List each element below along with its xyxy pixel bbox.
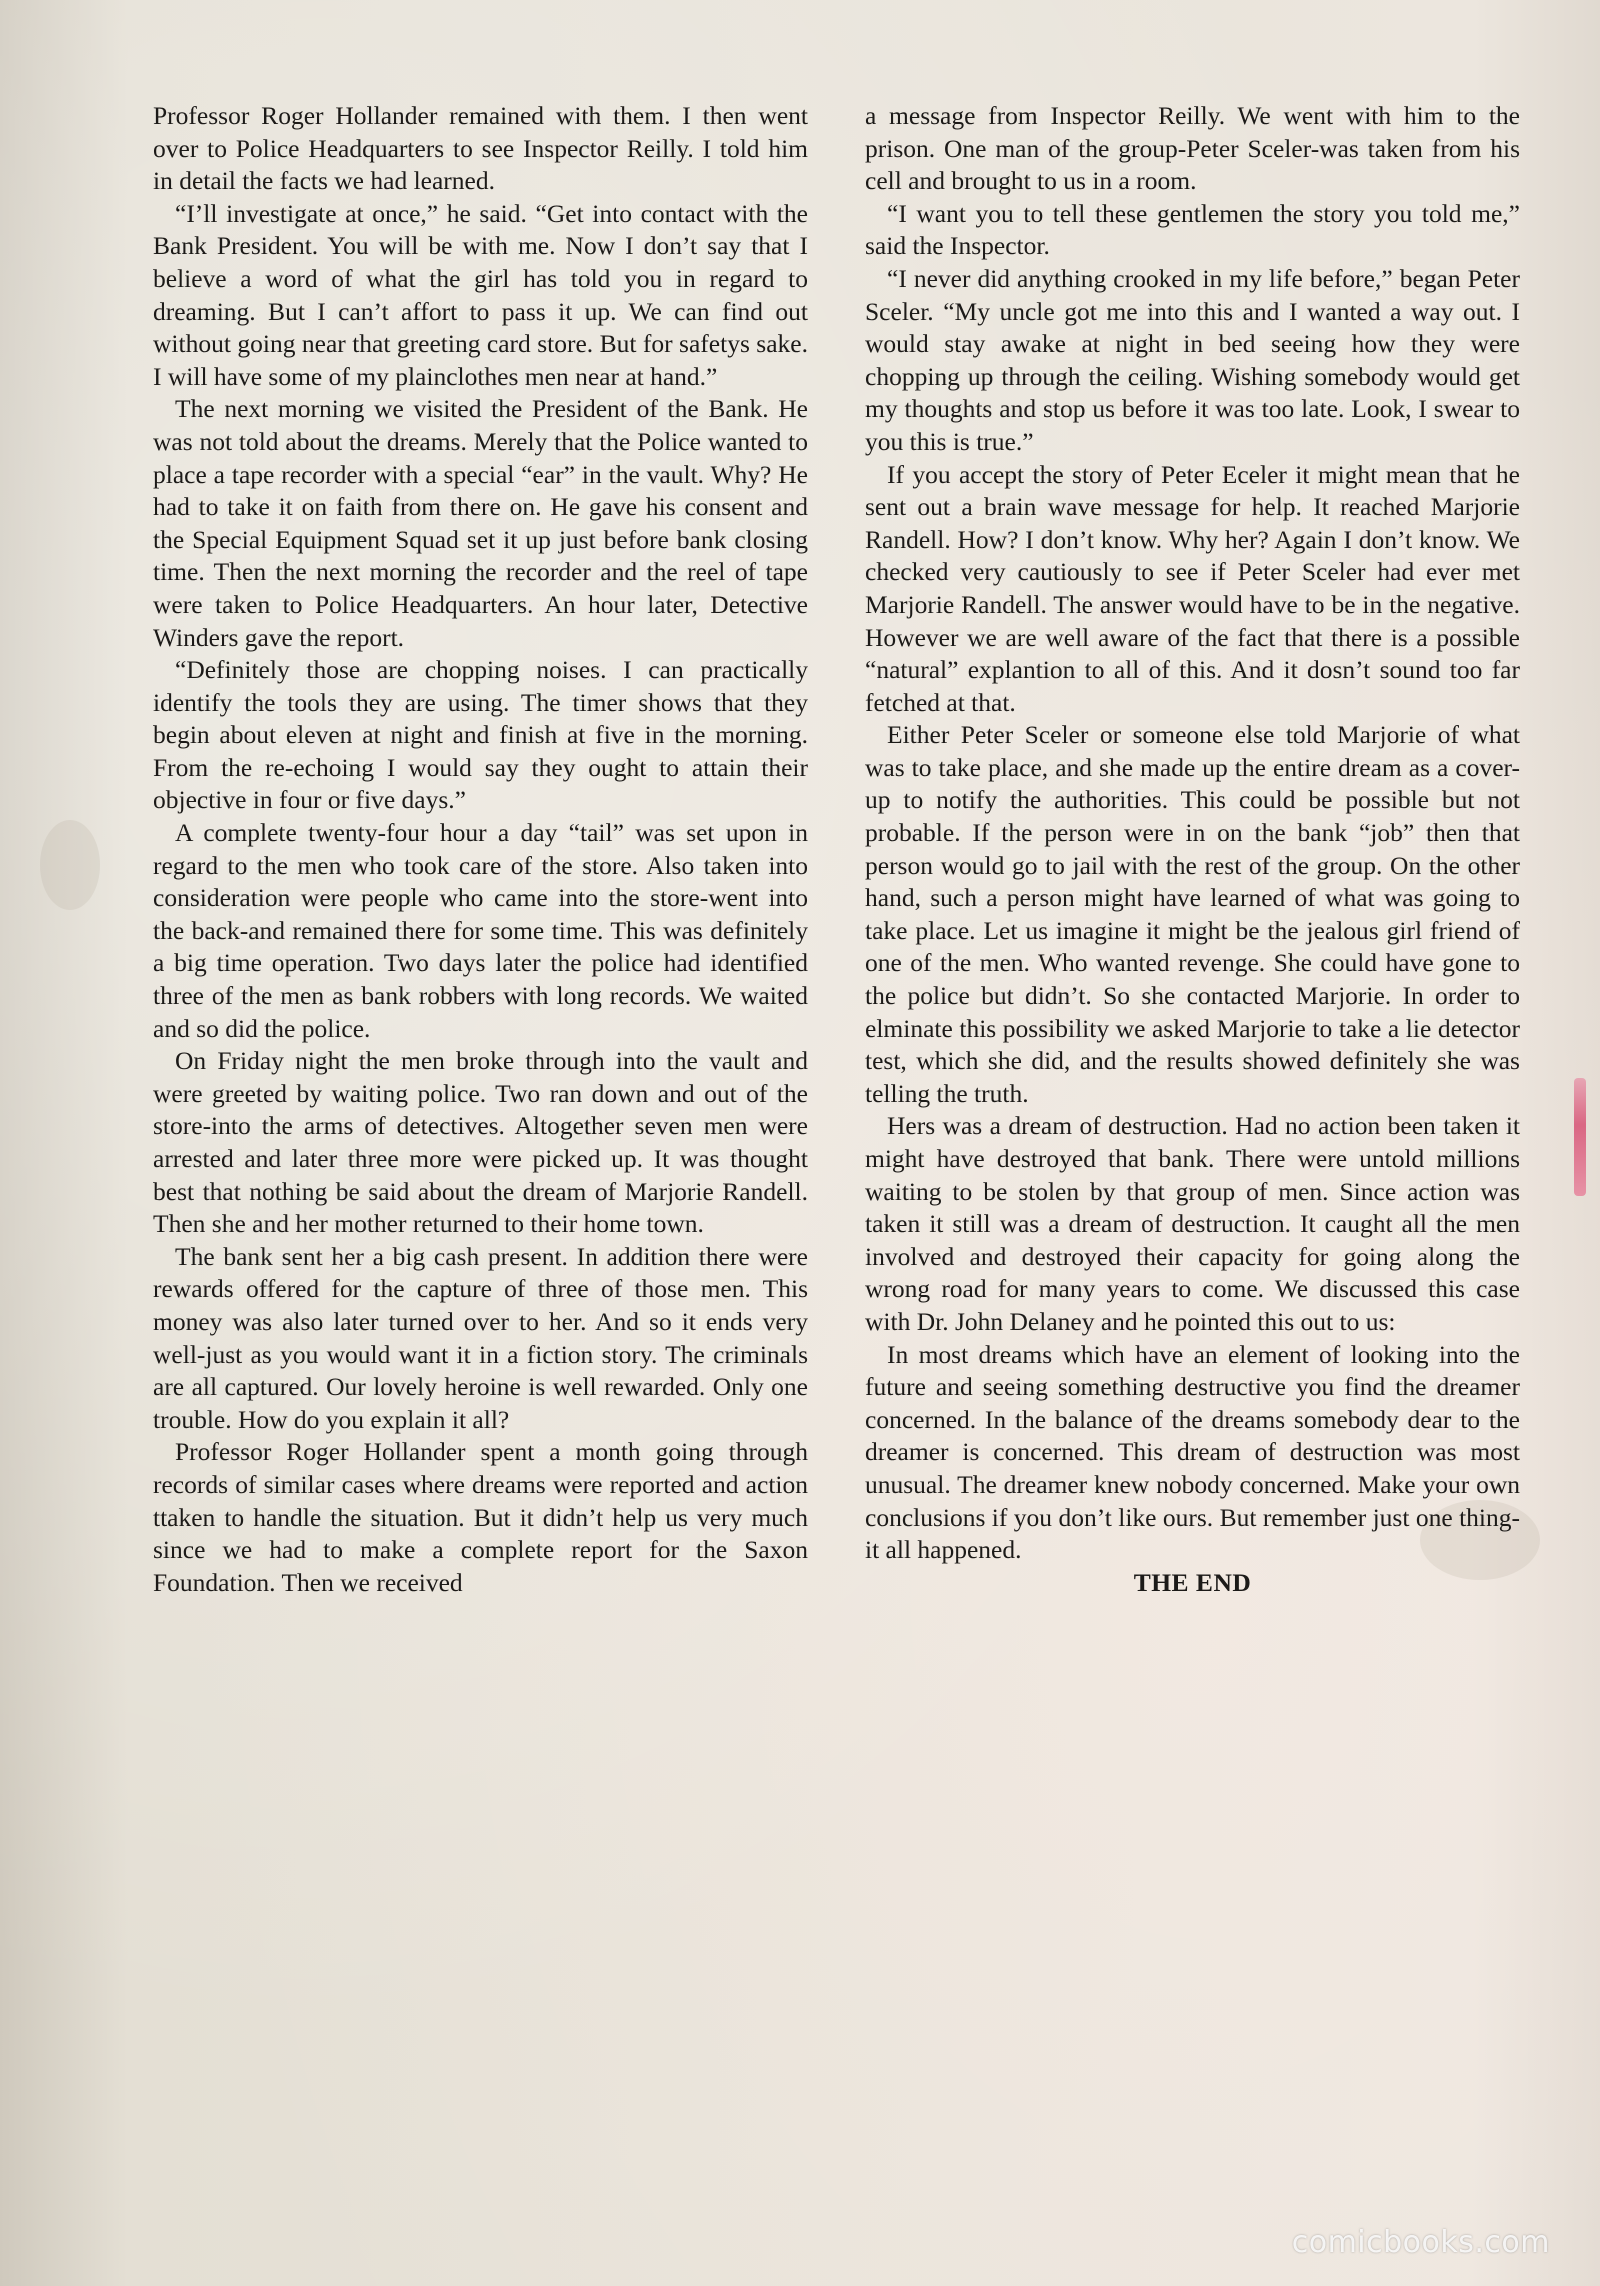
the-end-label: THE END: [1133, 1567, 1252, 1597]
right-text-column: [865, 100, 1520, 1599]
paragraph: If you accept the story of Peter Eceler it might mean that he sent out a brain wave message for help. It reached Marjorie Randell. How? I don’t know. Why her? Again I don’t know. We checked very cautiously to see if Peter Sceler had ever met Marjorie Randell. The answer would have to be in the negative. However we are well aware of the fact that there is a possible “natural” explantion to all of this. And it dosn’t sound too far fetched at that.: [865, 459, 1520, 717]
site-watermark: comicbooks.com: [1291, 2225, 1550, 2260]
paragraph: “I’ll investigate at once,” he said. “Get into contact with the Bank President. You will be with me. Now I don’t say that I believe a word of what the girl has told you in regard to dreaming. But I can’t affort to pass it up. We can find out without going near that greeting card store. But for safetys sake. I will have some of my plainclothes men near at hand.”: [153, 198, 808, 391]
paragraph: The bank sent her a big cash present. In addition there were rewards offered for the capture of three of those men. This money was also later turned over to her. And so it ends very well-just as you would want it in a fiction story. The criminals are all captured. Our lovely heroine is well rewarded. Only one trouble. How do you explain it all?: [153, 1241, 808, 1434]
paragraph: “I want you to tell these gentlemen the story you told me,” said the Inspector.: [865, 198, 1520, 261]
paragraph: The next morning we visited the President of the Bank. He was not told about the dreams. Merely that the Police wanted to place a tape recorder with a special “ear” in the vault. Why? He had to take it on faith from there on. He gave his consent and the Special Equipment Squad set it up just before bank closing time. Then the next morning the recorder and the reel of tape were taken to Police Headquarters. An hour later, Detective Winders gave the report.: [153, 394, 808, 652]
paragraph: A complete twenty-four hour a day “tail” was set upon in regard to the men who took care of the store. Also taken into consideration were people who came into the store-went into the back-and remained there for some time. This was definitely a big time operation. Two days later the police had identified three of the men as bank robbers with long records. We waited and so did the police.: [153, 818, 808, 1043]
paragraph: a message from Inspector Reilly. We went with him to the prison. One man of the group-Peter Sceler-was taken from his cell and brought to us in a room.: [865, 101, 1520, 196]
paragraph: On Friday night the men broke through into the vault and were greeted by waiting police. Two ran down and out of the store-into the arms of detectives. Altogether seven men were arrested and later three more were picked up. It was thought best that nothing be said about the dream of Marjorie Randell. Then she and her mother returned to their home town.: [153, 1046, 808, 1239]
paragraph: “I never did anything crooked in my life before,” began Peter Sceler. “My uncle got me into this and I wanted a way out. I would stay awake at night in bed seeing how they were chopping up through the ceiling. Wishing somebody would get my thoughts and stop us before it was too late. Look, I swear to you this is true.”: [865, 263, 1520, 456]
paragraph: Professor Roger Hollander remained with them. I then went over to Police Headquarters to see Inspector Reilly. I told him in detail the facts we had learned.: [153, 101, 808, 196]
paragraph: Either Peter Sceler or someone else told Marjorie of what was to take place, and she made up the entire dream as a cover-up to notify the authorities. This could be possible but not probable. If the person were in on the bank “job” then that person would go to jail with the rest of the group. On the other hand, such a person might have learned of what was going to take place. Let us imagine it might be the jealous girl friend of one of the men. Who wanted revenge. She could have gone to the police but didn’t. So she contacted Marjorie. In order to elminate this possibility we asked Marjorie to take a lie detector test, which she did, and the results showed definitely she was telling the truth.: [865, 720, 1520, 1108]
edge-color-mark: [1574, 1078, 1586, 1196]
left-text-column: [153, 100, 808, 1599]
paragraph: “Definitely those are chopping noises. I can practically identify the tools they are using. The timer shows that they begin about eleven at night and finish at five in the morning. From the re-echoing I would say they ought to attain their objective in four or five days.”: [153, 655, 808, 815]
paper-stain: [40, 820, 100, 910]
paragraph: Professor Roger Hollander spent a month going through records of similar cases where dreams were reported and action ttaken to handle the situation. But it didn’t help us very much since we had to make a complete report for the Saxon Foundation. Then we received: [153, 1437, 808, 1597]
paragraph: In most dreams which have an element of looking into the future and seeing something destructive you find the dreamer concerned. In the balance of the dreams somebody dear to the dreamer is concerned. This dream of destruction was most unusual. The dreamer knew nobody concerned. Make your own conclusions if you don’t like ours. But remember just one thing-it all happened.: [865, 1339, 1520, 1565]
paragraph: Hers was a dream of destruction. Had no action been taken it might have destroyed that bank. There were untold millions waiting to be stolen by that group of men. Since action was taken it still was a dream of destruction. It caught all the men involved and destroyed their capacity for going along the wrong road for many years to come. We discussed this case with Dr. John Delaney and he pointed this out to us:: [865, 1111, 1520, 1336]
